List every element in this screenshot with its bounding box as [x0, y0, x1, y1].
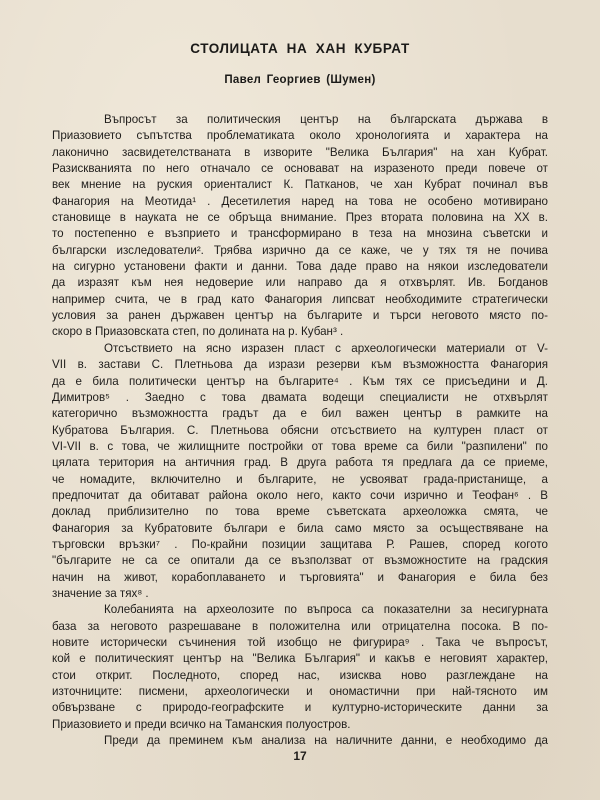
text-line: доклад приблизително по това време съветската археоложка смята, че — [52, 505, 548, 519]
text-line: VII в. застави С. Плетньова да изрази резерви към възможността Фанагория — [52, 358, 548, 372]
text-line: то постепенно е възприето и трансформирано в теза на мнозина съветски и — [52, 227, 548, 241]
text-line: значение за тях⁸ . — [52, 586, 149, 600]
text-line: Преди да преминем към анализа на наличните данни, е необходимо да — [104, 734, 548, 748]
text-line: Колебанията на археолозите по въпроса са показателни за несигурната — [104, 603, 548, 617]
text-line: лаконично засвидетелстваната в изворите "Велика България" на хан Кубрат. — [52, 145, 548, 159]
text-line: че номадите, включително и българите, не усвояват града-пристанище, а — [52, 472, 548, 486]
text-line: Отсъствието на ясно изразен пласт с археологически материали от V- — [104, 341, 548, 355]
text-line: цялата територия на античния град. В друга работа тя предлага да се приеме, — [52, 456, 548, 470]
text-line: стои открит. Последното, според нас, изисква ново разглеждане на — [52, 668, 548, 682]
text-line: Приазовието и преди всичко на Таманския полуостров. — [52, 717, 351, 731]
text-line: Въпросът за политическия център на българската държава в — [104, 113, 548, 126]
text-line: скоро в Приазовската степ, по долината на р. Кубан³ . — [52, 325, 344, 339]
text-line: условия за ранен държавен център на българите и търси неговото място по- — [52, 309, 548, 323]
page-number: 17 — [293, 749, 307, 763]
text-line: становище в науката не се обръща внимание. През втората половина на XX в. — [52, 211, 548, 225]
text-line: обвързване с природо-географските и културно-историческите данни за — [52, 701, 548, 715]
text-line: търговски връзки⁷ . По-крайни позиции защитава Р. Рашев, според когото — [52, 537, 548, 551]
text-line: например счита, че в град като Фанагория липсват необходимите стратегически — [52, 292, 548, 306]
text-line: да е била политически център на българите⁴ . Към тях се присъедини и Д. — [52, 374, 548, 388]
text-line: източниците: писмени, археологически и ономастични при най-тясното им — [52, 685, 548, 699]
article-body — [52, 112, 548, 749]
text-line: "българите не са се опитали да се възползват от възможностите на градския — [52, 554, 548, 568]
text-line: Кубратова България. С. Плетньова обясни отсъствието на културен пласт от — [52, 423, 548, 437]
text-line: начин на живот, корабоплаването и търговията" и Фанагория е била без — [52, 570, 548, 584]
text-line: предпочитат да обитават района около него, както сочи изрично и Теофан⁶ . В — [52, 488, 548, 502]
text-line: Димитров⁵ . Заедно с това двамата водещи специалисти не отхвърлят — [52, 390, 548, 404]
text-line: век мнение на руския ориенталист К. Патканов, че хан Кубрат починал във — [52, 178, 548, 192]
text-line: база за неговото разрешаване в положителна или отрицателна посока. В по- — [52, 619, 548, 633]
article-title: СТОЛИЦАТА НА ХАН КУБРАТ — [190, 41, 410, 56]
text-line: Приазовието съпътства проблематиката около хронологията и характера на — [52, 129, 548, 143]
text-line: категорично възможността градът да е бил важен център в рамките на — [52, 407, 548, 421]
text-line: Разискванията по него отначало се основават на изразеното преди повече от — [52, 162, 548, 176]
text-line: VI-VII в. с това, че жилищните постройки от това време са били "разпилени" по — [52, 439, 548, 453]
text-line: да изразят към нея недоверие или направо да я отхвърлят. Ив. Богданов — [52, 276, 548, 290]
article-author: Павел Георгиев (Шумен) — [224, 74, 376, 86]
text-line: български изследователи². Трябва изрично да се каже, че у тях тя не почива — [52, 243, 548, 257]
text-line: на сигурно установени факти и данни. Това даде право на някои изследователи — [52, 260, 548, 274]
text-line: новите исторически съчинения той изобщо не фигурира⁹ . Така че въпросът, — [52, 636, 548, 649]
text-line: Фанагория на Меотида¹ . Десетилетия наред на това не особено мотивирано — [52, 194, 548, 208]
text-line: Фанагория за Кубратовите българи е била само място за осъществяване на — [52, 521, 548, 535]
text-line: кой е политическият център на "Велика България" и какъв е неговият характер, — [52, 652, 548, 666]
